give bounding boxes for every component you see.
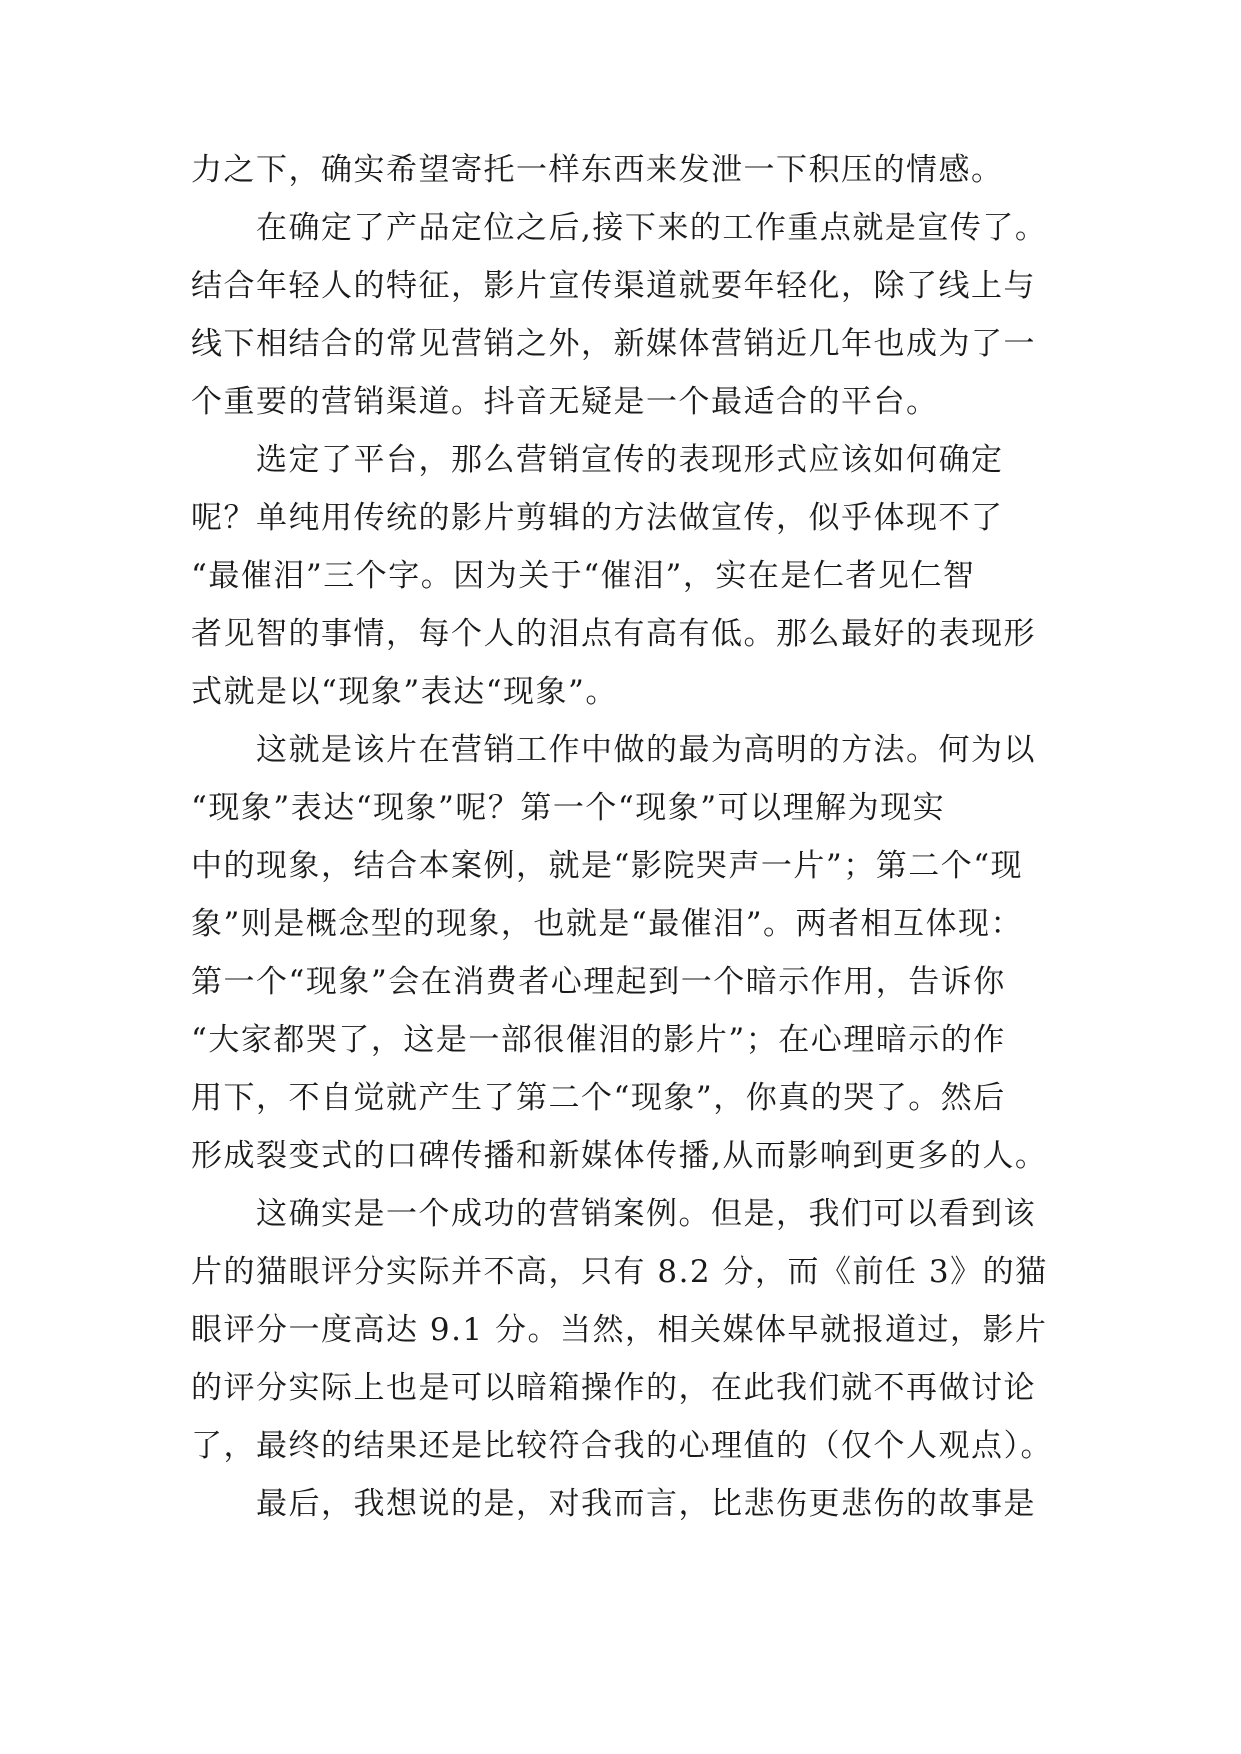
paragraph-first-line: 这就是该片在营销工作中做的最为高明的方法。何为以: [256, 732, 1036, 768]
text-line: 片的猫眼评分实际并不高，只有 8.2 分，而《前任 3》的猫: [191, 1254, 1048, 1290]
text-line: 力之下，确实希望寄托一样东西来发泄一下积压的情感。: [191, 152, 1004, 188]
text-line: 象”则是概念型的现象，也就是“最催泪”。两者相互体现：: [191, 906, 1024, 942]
paragraph-first-line: 在确定了产品定位之后,接下来的工作重点就是宣传了。: [256, 210, 1048, 246]
text-line: 式就是以“现象”表达“现象”。: [191, 674, 618, 710]
text-line: 眼评分一度高达 9.1 分。当然，相关媒体早就报道过，影片: [191, 1312, 1048, 1348]
text-line: 形成裂变式的口碑传播和新媒体传播,从而影响到更多的人。: [191, 1138, 1048, 1174]
paragraph-first-line: 最后，我想说的是，对我而言，比悲伤更悲伤的故事是: [256, 1486, 1036, 1522]
text-line: “大家都哭了，这是一部很催泪的影片”；在心理暗示的作: [191, 1022, 1006, 1058]
text-line: 第一个“现象”会在消费者心理起到一个暗示作用，告诉你: [191, 964, 1006, 1000]
text-line: 用下，不自觉就产生了第二个“现象”，你真的哭了。然后: [191, 1080, 1006, 1116]
paragraph-first-line: 这确实是一个成功的营销案例。但是，我们可以看到该: [256, 1196, 1036, 1232]
text-line: 结合年轻人的特征，影片宣传渠道就要年轻化，除了线上与: [191, 268, 1036, 304]
text-line: 了，最终的结果还是比较符合我的心理值的（仅个人观点）。: [191, 1428, 1053, 1464]
text-line: 线下相结合的常见营销之外，新媒体营销近几年也成为了一: [191, 326, 1036, 362]
text-line: 者见智的事情，每个人的泪点有高有低。那么最好的表现形: [191, 616, 1036, 652]
text-line: 中的现象，结合本案例，就是“影院哭声一片”；第二个“现: [191, 848, 1024, 884]
text-line: “现象”表达“现象”呢？第一个“现象”可以理解为现实: [191, 790, 946, 826]
text-line: 呢？单纯用传统的影片剪辑的方法做宣传，似乎体现不了: [191, 500, 1004, 536]
paragraph-first-line: 选定了平台，那么营销宣传的表现形式应该如何确定: [256, 442, 1004, 478]
text-line: 个重要的营销渠道。抖音无疑是一个最适合的平台。: [191, 384, 939, 420]
text-line: “最催泪”三个字。因为关于“催泪”，实在是仁者见仁智: [191, 558, 976, 594]
text-line: 的评分实际上也是可以暗箱操作的，在此我们就不再做讨论: [191, 1370, 1036, 1406]
